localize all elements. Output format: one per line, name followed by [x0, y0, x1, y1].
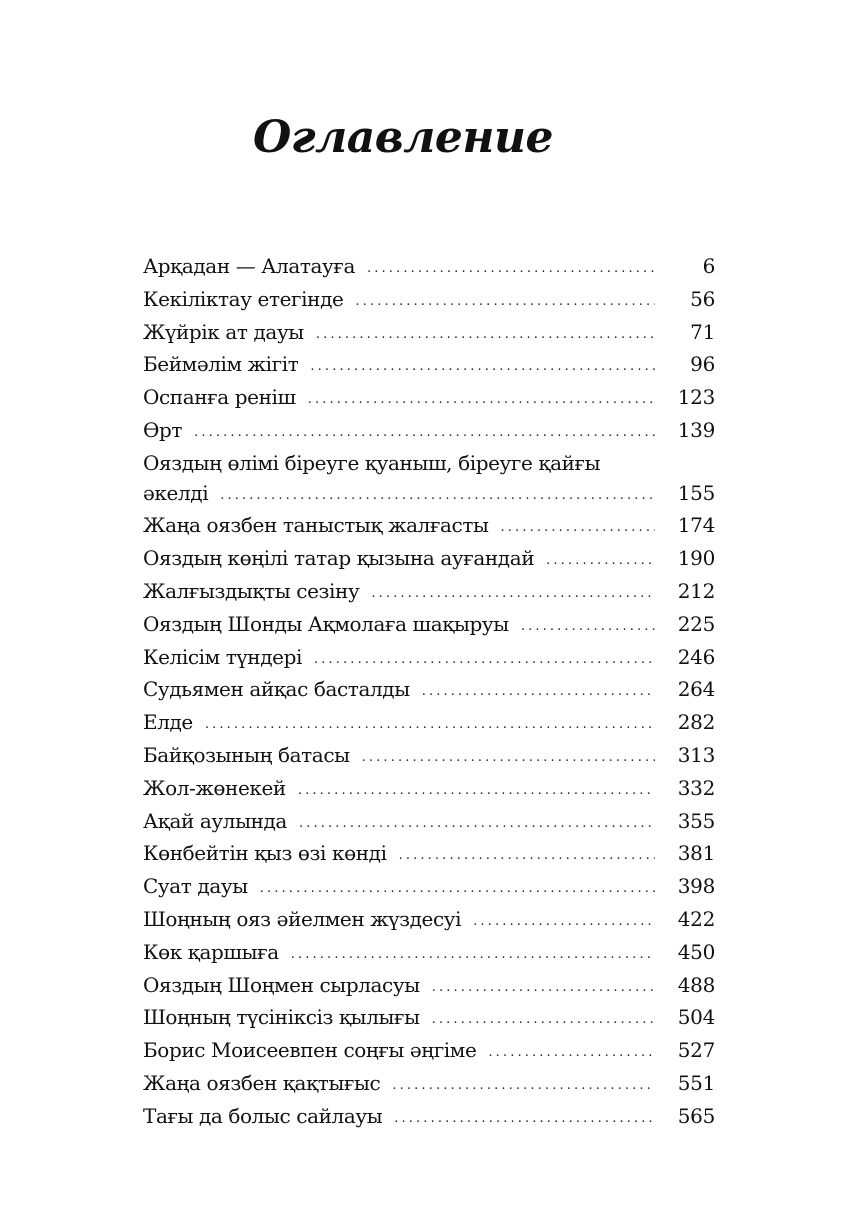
dot-leader — [298, 776, 655, 806]
toc-entry-title: Судьямен айқас басталды — [143, 677, 410, 702]
toc-entry-title: Көнбейтін қыз өзі көнді — [143, 841, 387, 866]
toc-entry[interactable] — [143, 872, 715, 905]
toc-entry-page: 450 — [677, 939, 715, 964]
toc-entry-page: 225 — [677, 611, 715, 636]
toc-entry-title-line1: Ояздың өлімі біреуге қуаныш, біреуге қайғы — [143, 450, 601, 475]
toc-entry-page: 488 — [677, 972, 715, 997]
dot-leader — [394, 1104, 655, 1134]
toc-entry[interactable] — [143, 544, 715, 577]
dot-leader — [392, 1071, 655, 1101]
dot-leader — [546, 546, 655, 576]
toc-entry-title: Беймәлім жігіт — [143, 352, 299, 377]
toc-entry[interactable] — [143, 285, 715, 318]
toc-entry[interactable] — [143, 1069, 715, 1102]
toc-entry-page: 174 — [677, 513, 715, 538]
toc-entry-title: Кекіліктау етегінде — [143, 286, 344, 311]
toc-entry-title: Оспанға реніш — [143, 385, 296, 410]
toc-entry-page: 398 — [677, 874, 715, 899]
toc-entry[interactable] — [143, 416, 715, 449]
toc-entry[interactable] — [143, 383, 715, 416]
toc-entry-title: Жаңа оязбен таныстық жалғасты — [143, 513, 489, 538]
dot-leader — [316, 320, 655, 350]
toc-entry-page: 282 — [677, 710, 715, 735]
toc-entry-page: 332 — [677, 775, 715, 800]
toc-entry[interactable] — [143, 774, 715, 807]
toc-entry[interactable] — [143, 1003, 715, 1036]
toc-entry-page: 190 — [677, 546, 715, 571]
toc-entry-title: Шоңның түсініксіз қылығы — [143, 1005, 420, 1030]
toc-entry-page: 355 — [677, 808, 715, 833]
toc-entry-page: 551 — [677, 1070, 715, 1095]
toc-entry-page: 96 — [690, 352, 715, 377]
toc-entry-title: Жаңа оязбен қақтығыс — [143, 1070, 381, 1095]
dot-leader — [367, 254, 655, 284]
toc-entry[interactable] — [143, 643, 715, 676]
toc-entry[interactable] — [143, 1102, 715, 1135]
toc-entry-title: Суат дауы — [143, 874, 248, 899]
toc-entry-title: Борис Моисеевпен соңғы әңгіме — [143, 1038, 477, 1063]
toc-entry-title: Арқадан — Алатауға — [143, 254, 355, 278]
toc-entry-title: Жүйрік ат дауы — [143, 319, 304, 344]
toc-entry[interactable] — [143, 610, 715, 643]
toc-entry-page: 313 — [677, 742, 715, 767]
toc-entry-title-line2: әкелді — [143, 480, 209, 505]
toc-entry-page: 139 — [677, 417, 715, 442]
toc-entry-title: Жалғыздықты сезіну — [143, 578, 360, 603]
dot-leader — [299, 809, 655, 839]
dot-leader — [432, 973, 655, 1003]
toc-entry[interactable] — [143, 938, 715, 971]
toc-entry-page: 246 — [677, 644, 715, 669]
dot-leader — [501, 513, 655, 543]
page-title: Оглавление — [253, 112, 553, 163]
toc-entry[interactable] — [143, 449, 715, 512]
dot-leader — [220, 481, 655, 511]
toc-entry[interactable] — [143, 708, 715, 741]
toc-entry-page: 71 — [690, 319, 715, 344]
toc-entry-title: Ақай аулында — [143, 808, 287, 833]
toc-entry-page: 422 — [677, 906, 715, 931]
toc-entry-page: 56 — [690, 286, 715, 311]
toc-entry-title: Байқозының батасы — [143, 742, 350, 767]
toc-entry-page: 155 — [677, 480, 715, 505]
dot-leader — [362, 743, 655, 773]
toc-entry-page: 123 — [677, 385, 715, 410]
toc-entry[interactable] — [143, 741, 715, 774]
toc-entry[interactable] — [143, 511, 715, 544]
toc-entry-title: Келісім түндері — [143, 644, 302, 669]
toc-entry[interactable] — [143, 839, 715, 872]
dot-leader — [371, 579, 655, 609]
toc-entry-page: 264 — [677, 677, 715, 702]
dot-leader — [521, 612, 655, 642]
toc-entry-page: 381 — [677, 841, 715, 866]
toc-entry-title: Ояздың Шоңмен сырласуы — [143, 972, 420, 997]
toc-entry-page: 527 — [677, 1038, 715, 1063]
toc-entry-page: 504 — [677, 1005, 715, 1030]
toc-entry-page: 212 — [677, 578, 715, 603]
dot-leader — [260, 874, 655, 904]
dot-leader — [314, 645, 655, 675]
toc-entry[interactable] — [143, 971, 715, 1004]
toc-entry[interactable] — [143, 1036, 715, 1069]
dot-leader — [291, 940, 655, 970]
toc-entry-page: 6 — [702, 254, 715, 278]
toc-entry-title: Ояздың көңілі татар қызына ауғандай — [143, 546, 535, 571]
toc-entry[interactable] — [143, 905, 715, 938]
dot-leader — [399, 841, 655, 871]
toc-entry-title: Жол-жөнекей — [143, 775, 286, 800]
toc-entry[interactable] — [143, 675, 715, 708]
toc-entry[interactable] — [143, 807, 715, 840]
dot-leader — [473, 907, 655, 937]
dot-leader — [432, 1005, 655, 1035]
toc-entry-title: Өрт — [143, 417, 183, 442]
dot-leader — [488, 1038, 655, 1068]
toc-entry[interactable] — [143, 350, 715, 383]
toc-entry-title: Көк қаршыға — [143, 939, 279, 964]
dot-leader — [308, 385, 655, 415]
dot-leader — [355, 287, 655, 317]
dot-leader — [205, 710, 655, 740]
toc-entry-page: 565 — [677, 1103, 715, 1128]
toc-entry[interactable] — [143, 318, 715, 351]
dot-leader — [310, 352, 655, 382]
toc-entry-title: Шоңның ояз әйелмен жүздесуі — [143, 906, 462, 931]
toc-entry[interactable] — [143, 577, 715, 610]
toc-entry-title: Ояздың Шонды Ақмолаға шақыруы — [143, 611, 509, 636]
toc-entry-title: Тағы да болыс сайлауы — [143, 1103, 383, 1128]
dot-leader — [422, 677, 655, 707]
toc-entry[interactable] — [143, 252, 715, 285]
toc-entry-title: Елде — [143, 710, 193, 735]
table-of-contents — [143, 252, 715, 1135]
dot-leader — [194, 418, 655, 448]
